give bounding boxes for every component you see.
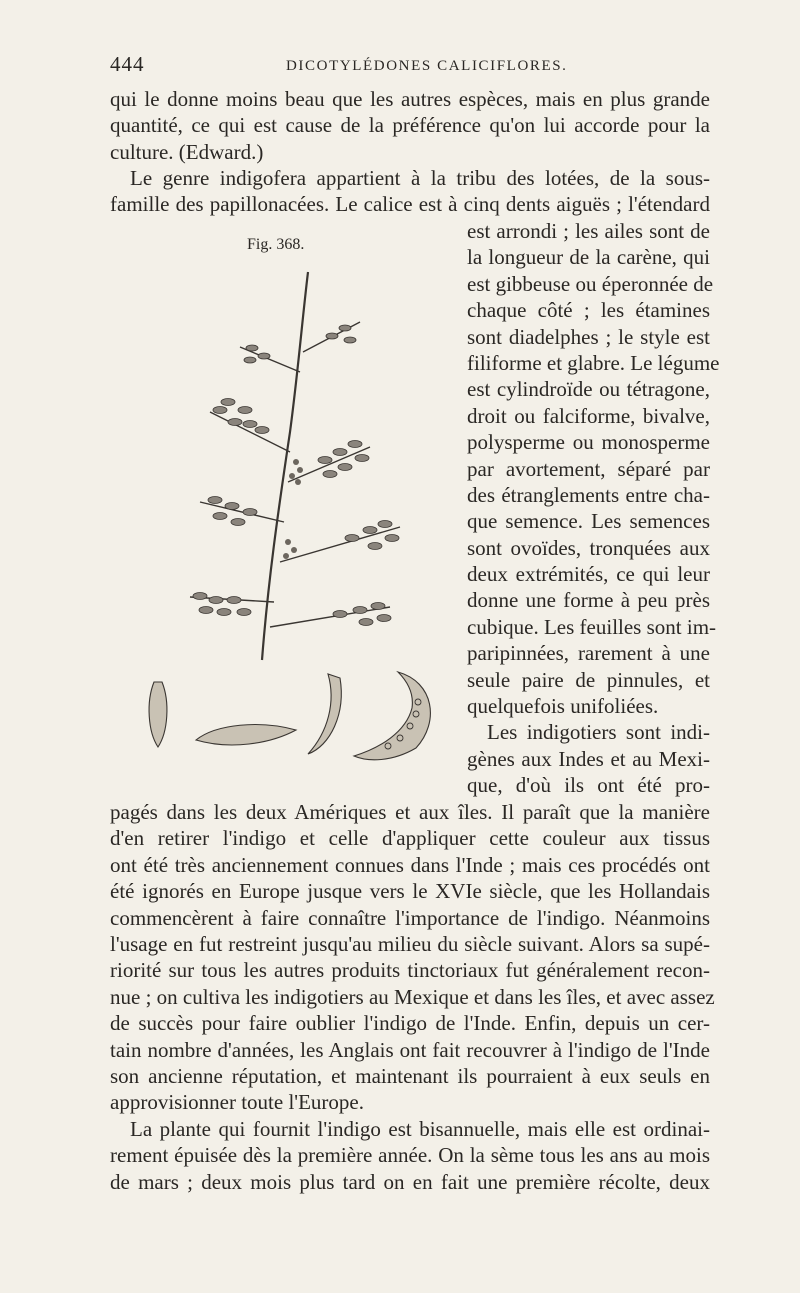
- text-line: cubique. Les feuilles sont im-: [467, 614, 717, 639]
- text-line: tain nombre d'années, les Anglais ont fait recouvrer à l'indigo de l'Inde: [110, 1037, 710, 1062]
- text-line: est cylindroïde ou tétragone,: [467, 377, 710, 402]
- text-line: est gibbeuse ou éperonnée de: [467, 271, 714, 296]
- intro-paragraph: [110, 86, 710, 165]
- plant-paragraph: [110, 1116, 710, 1195]
- text-line: par avortement, séparé par: [467, 456, 710, 481]
- text-line: est arrondi ; les ailes sont de: [467, 219, 710, 243]
- text-line: paripinnées, rarement à une: [467, 641, 710, 666]
- text-line: que, d'où ils ont été pro-: [467, 773, 710, 798]
- text-line: donne une forme à peu près: [467, 588, 710, 613]
- figure-caption: Fig. 368.: [247, 236, 305, 253]
- text-line: ont été très anciennement connues dans l'Inde ; mais ces procédés ont: [110, 852, 710, 877]
- text-line: gènes aux Indes et au Mexi-: [467, 746, 710, 771]
- text-line: que semence. Les semences: [467, 509, 710, 534]
- text-line: été ignorés en Europe jusque vers le XVIe siècle, que les Hollandais: [110, 879, 710, 904]
- text-line: nue ; on cultiva les indigotiers au Mexique et dans les îles, et avec assez: [110, 984, 715, 1009]
- text-line: culture. (Edward.): [110, 139, 264, 164]
- text-line: d'en retirer l'indigo et celle d'appliquer cette couleur aux tissus: [110, 826, 710, 851]
- indigofera-engraving: [140, 262, 458, 787]
- text-line: la longueur de la carène, qui: [467, 245, 710, 270]
- text-line: deux extrémités, ce qui leur: [467, 562, 710, 587]
- text-line: de succès pour faire oublier l'indigo de l'Inde. Enfin, depuis un cer-: [110, 1011, 710, 1036]
- text-line: chaque côté ; les étamines: [467, 298, 710, 323]
- text-line: de mars ; deux mois plus tard on en fait une première récolte, deux: [110, 1169, 710, 1194]
- text-line: pagés dans les deux Amériques et aux îles. Il paraît que la manière: [110, 800, 710, 824]
- text-line: qui le donne moins beau que les autres espèces, mais en plus grande: [110, 87, 710, 111]
- text-line: polysperme ou monosperme: [467, 430, 710, 455]
- text-line: l'usage en fut restreint jusqu'au milieu du siècle suivant. Alors sa supé-: [110, 931, 710, 956]
- text-line: quelquefois unifoliées.: [467, 694, 659, 719]
- text-line: famille des papillonacées. Le calice est à cinq dents aiguës ; l'étendard: [110, 192, 710, 217]
- running-title: DICOTYLÉDONES CALICIFLORES.: [286, 58, 568, 74]
- side-column-text: [467, 218, 720, 799]
- genus-paragraph: [110, 165, 710, 218]
- text-line: commencèrent à faire connaître l'importance de l'indigo. Néanmoins: [110, 905, 710, 930]
- page-number: 444: [110, 52, 145, 76]
- text-line: seule paire de pinnules, et: [467, 667, 710, 692]
- text-line: droit ou falciforme, bivalve,: [467, 403, 710, 428]
- history-paragraph: [110, 799, 715, 1116]
- text-line: approvisionner toute l'Europe.: [110, 1090, 364, 1115]
- text-line: La plante qui fournit l'indigo est bisannuelle, mais elle est ordinai-: [130, 1117, 710, 1141]
- text-line: Les indigotiers sont indi-: [487, 720, 710, 745]
- text-line: riorité sur tous les autres produits tinctoriaux fut généralement recon-: [110, 958, 710, 983]
- text-line: Le genre indigofera appartient à la tribu des lotées, de la sous-: [130, 166, 710, 190]
- text-line: quantité, ce qui est cause de la préférence qu'on lui accorde pour la: [110, 113, 710, 138]
- text-line: sont diadelphes ; le style est: [467, 324, 710, 349]
- text-line: sont ovoïdes, tronquées aux: [467, 535, 710, 560]
- text-line: son ancienne réputation, et maintenant ils pourraient à eux seuls en: [110, 1063, 710, 1088]
- text-line: rement épuisée dès la première année. On la sème tous les ans au mois: [110, 1143, 710, 1168]
- text-line: filiforme et glabre. Le légume: [467, 350, 720, 375]
- text-line: des étranglements entre cha-: [467, 482, 710, 507]
